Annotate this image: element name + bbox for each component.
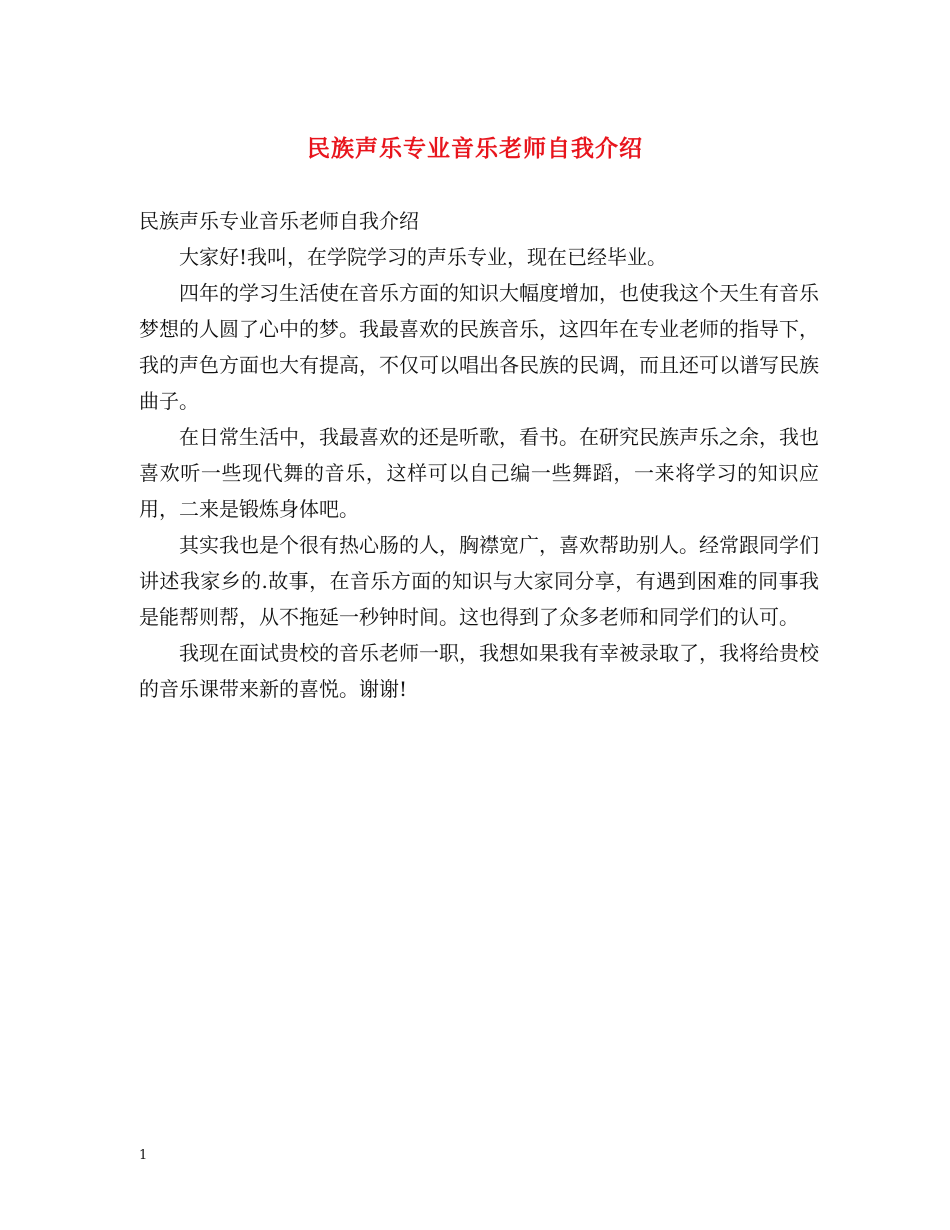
page-number: 1 — [139, 1148, 148, 1163]
document-title: 民族声乐专业音乐老师自我介绍 — [307, 135, 643, 162]
paragraph-closing: 我现在面试贵校的音乐老师一职，我想如果我有幸被录取了，我将给贵校的音乐课带来新的喜悦。谢谢! — [139, 641, 819, 701]
paragraph-hobbies: 在日常生活中，我最喜欢的还是听歌，看书。在研究民族声乐之余，我也喜欢听一些现代舞的音乐，这样可以自己编一些舞蹈，一来将学习的知识应用，二来是锻炼身体吧。 — [139, 425, 819, 521]
subtitle-line: 民族声乐专业音乐老师自我介绍 — [139, 209, 419, 233]
document-body — [139, 203, 819, 707]
paragraph-study: 四年的学习生活使在音乐方面的知识大幅度增加，也使我这个天生有音乐梦想的人圆了心中的梦。我最喜欢的民族音乐，这四年在专业老师的指导下，我的声色方面也大有提高，不仅可以唱出各民族的民调，而且还可以谱写民族曲子。 — [139, 281, 819, 413]
paragraph-character: 其实我也是个很有热心肠的人，胸襟宽广，喜欢帮助别人。经常跟同学们讲述我家乡的.故事，在音乐方面的知识与大家同分享，有遇到困难的同事我是能帮则帮，从不拖延一秒钟时间。这也得到了众多老师和同学们的认可。 — [139, 533, 819, 629]
paragraph-greeting: 大家好!我叫，在学院学习的声乐专业，现在已经毕业。 — [179, 245, 668, 269]
